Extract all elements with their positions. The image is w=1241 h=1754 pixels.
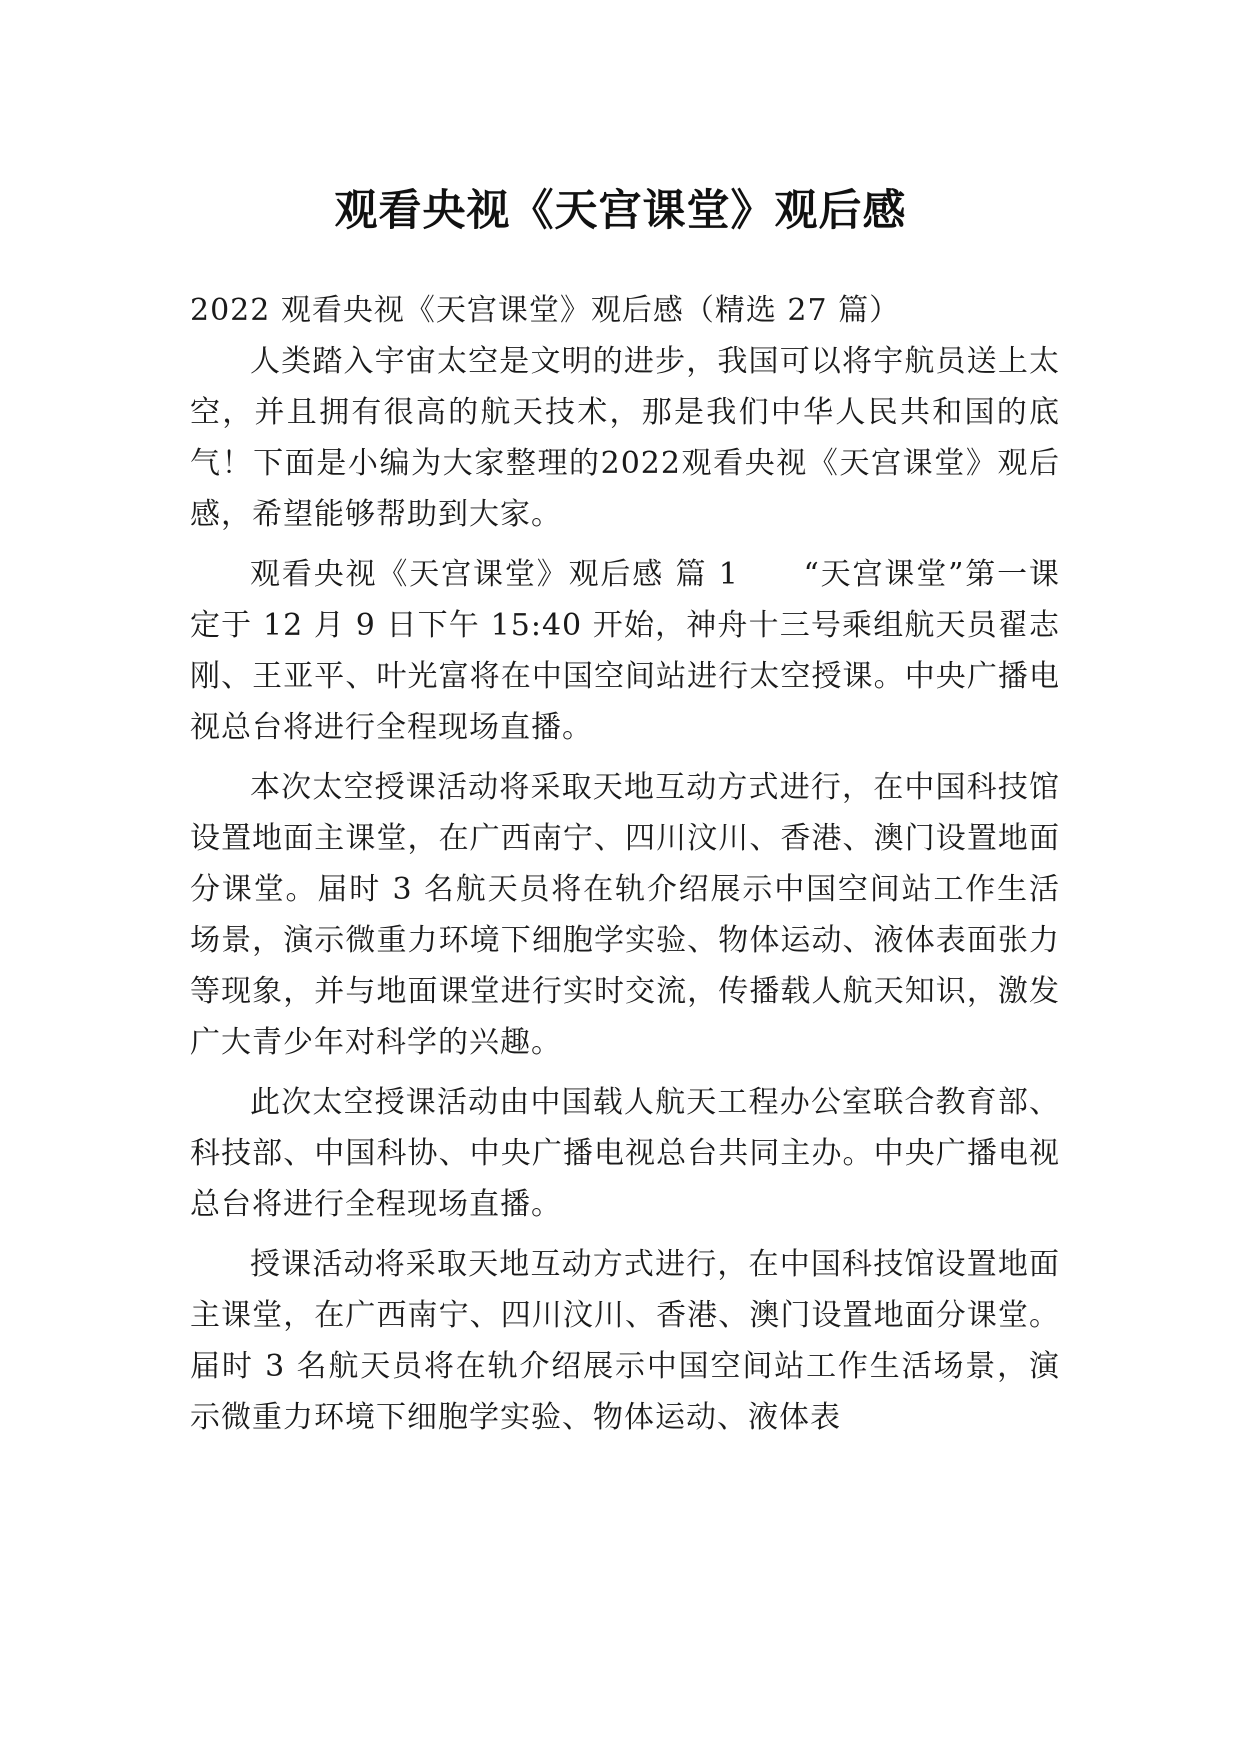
paragraph-organizers: 此次太空授课活动由中国载人航天工程办公室联合教育部、科技部、中国科协、中央广播电视总台共同主办。中央广播电视总台将进行全程现场直播。 xyxy=(190,1085,1060,1222)
paragraph-list xyxy=(190,336,1060,1443)
document-title: 观看央视《天宫课堂》观后感 xyxy=(334,185,907,236)
paragraph-intro: 人类踏入宇宙太空是文明的进步，我国可以将宇航员送上太空，并且拥有很高的航天技术，那是我们中华人民共和国的底气！下面是小编为大家整理的2022观看央视《天宫课堂》观后感，希望能够帮助到大家。 xyxy=(190,344,1060,532)
document-subtitle: 2022 观看央视《天宫课堂》观后感（精选 27 篇） xyxy=(190,293,901,328)
paragraph-part-1-intro: 观看央视《天宫课堂》观后感 篇 1 “天宫课堂”第一课定于 12 月 9 日下午 15:40 开始，神舟十三号乘组航天员翟志刚、王亚平、叶光富将在中国空间站进行太空授课。中央广播电视总台将进行全程现场直播。 xyxy=(190,557,1060,745)
paragraph-classroom: 授课活动将采取天地互动方式进行，在中国科技馆设置地面主课堂，在广西南宁、四川汶川、香港、澳门设置地面分课堂。届时 3 名航天员将在轨介绍展示中国空间站工作生活场景，演示微重力环境下细胞学实验、物体运动、液体表 xyxy=(190,1247,1060,1435)
paragraph-activity: 本次太空授课活动将采取天地互动方式进行，在中国科技馆设置地面主课堂，在广西南宁、四川汶川、香港、澳门设置地面分课堂。届时 3 名航天员将在轨介绍展示中国空间站工作生活场景，演示微重力环境下细胞学实验、物体运动、液体表面张力等现象，并与地面课堂进行实时交流，传播载人航天知识，激发广大青少年对科学的兴趣。 xyxy=(190,770,1060,1060)
document-body xyxy=(190,285,1060,1443)
